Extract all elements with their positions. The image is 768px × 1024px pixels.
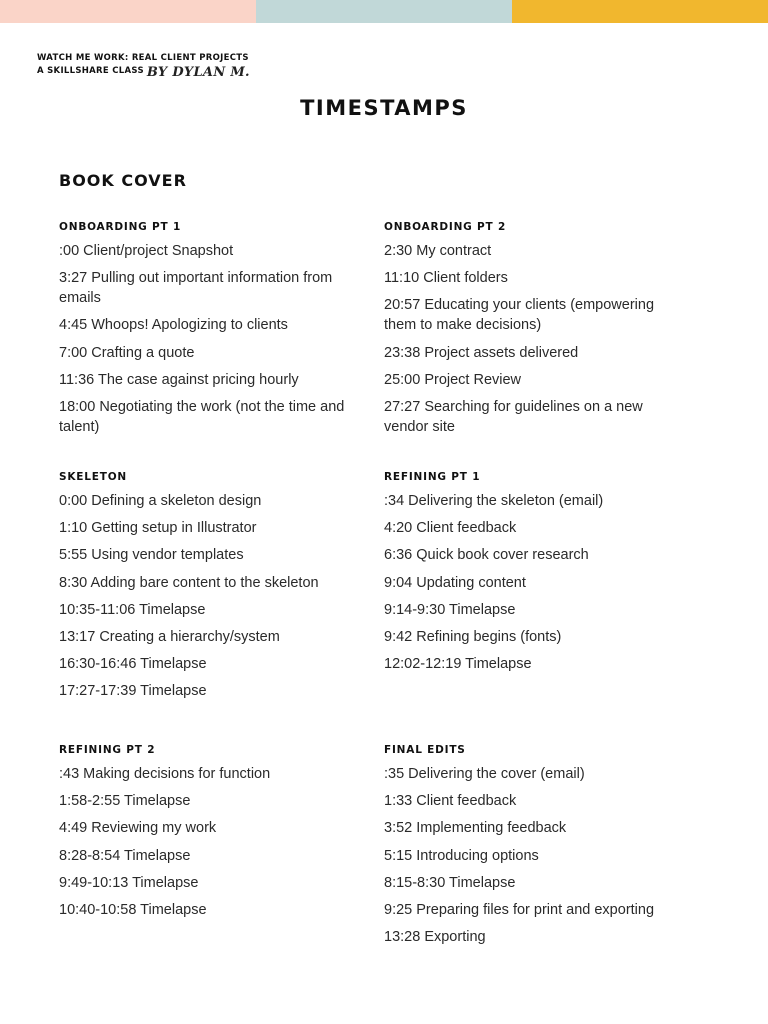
timestamp-item: 10:35-11:06 Timelapse [59, 601, 206, 618]
block-heading: ONBOARDING PT 2 [384, 221, 507, 233]
timestamp-item: 4:49 Reviewing my work [59, 820, 217, 837]
timestamp-item: 8:15-8:30 Timelapse [384, 874, 516, 891]
color-segment-peach [0, 0, 256, 23]
timestamp-item: 7:00 Crafting a quote [59, 344, 195, 361]
timestamp-list [384, 764, 684, 947]
timestamp-item: 13:28 Exporting [384, 929, 486, 946]
timestamp-item: 5:15 Introducing options [384, 847, 539, 864]
timestamp-item: :43 Making decisions for function [59, 766, 271, 782]
timestamp-item: 10:40-10:58 Timelapse [59, 901, 207, 918]
timestamp-item: :34 Delivering the skeleton (email) [384, 493, 604, 509]
timestamp-list [59, 241, 359, 437]
timestamp-item: :35 Delivering the cover (email) [384, 766, 585, 782]
top-color-bar [0, 0, 768, 23]
timestamp-item: 25:00 Project Review [384, 371, 522, 388]
timestamp-item: 18:00 Negotiating the work (not the time and talent) [59, 398, 345, 435]
timestamp-item: 0:00 Defining a skeleton design [59, 493, 262, 509]
timestamp-item: 20:57 Educating your clients (empowering them to make decisions) [384, 297, 655, 334]
timestamp-item: 17:27-17:39 Timelapse [59, 683, 207, 700]
block-skeleton [59, 470, 359, 709]
timestamp-item: 8:30 Adding bare content to the skeleton [59, 574, 319, 591]
timestamp-item: 3:52 Implementing feedback [384, 820, 567, 837]
brand-line-1: WATCH ME WORK: REAL CLIENT PROJECTS [37, 53, 249, 63]
block-heading: REFINING PT 1 [384, 471, 481, 483]
timestamp-item: 11:10 Client folders [384, 270, 508, 287]
brand-header [37, 53, 250, 80]
color-segment-yellow [512, 0, 768, 23]
block-heading: FINAL EDITS [384, 744, 466, 756]
timestamp-item: 16:30-16:46 Timelapse [59, 656, 207, 673]
timestamp-item: 9:42 Refining begins (fonts) [384, 628, 562, 645]
timestamp-list [384, 491, 684, 674]
timestamp-list [384, 241, 684, 437]
brand-line-2-text: A SKILLSHARE CLASS [37, 66, 144, 76]
block-heading: REFINING PT 2 [59, 744, 156, 756]
timestamp-item: 13:17 Creating a hierarchy/system [59, 628, 280, 645]
timestamp-list [59, 491, 359, 701]
timestamp-item: 6:36 Quick book cover research [384, 547, 589, 564]
timestamp-item: 1:58-2:55 Timelapse [59, 793, 191, 810]
timestamp-list [59, 764, 359, 920]
page-title: TIMESTAMPS [300, 96, 468, 120]
signature: BY DYLAN M. [146, 65, 250, 80]
timestamp-item: 2:30 My contract [384, 243, 492, 259]
timestamp-item: 11:36 The case against pricing hourly [59, 371, 299, 388]
timestamp-item: 27:27 Searching for guidelines on a new vendor site [384, 398, 643, 435]
timestamp-item: 9:49-10:13 Timelapse [59, 874, 199, 891]
block-refining-pt2 [59, 743, 359, 927]
timestamp-item: :00 Client/project Snapshot [59, 243, 234, 259]
timestamp-item: 9:25 Preparing files for print and exporting [384, 901, 655, 918]
block-onboarding-pt1 [59, 220, 359, 444]
timestamp-item: 1:33 Client feedback [384, 793, 517, 810]
timestamp-item: 4:45 Whoops! Apologizing to clients [59, 317, 288, 334]
block-onboarding-pt2 [384, 220, 684, 444]
timestamp-item: 12:02-12:19 Timelapse [384, 656, 532, 673]
timestamp-item: 1:10 Getting setup in Illustrator [59, 520, 257, 537]
timestamp-item: 5:55 Using vendor templates [59, 547, 244, 564]
timestamp-item: 8:28-8:54 Timelapse [59, 847, 191, 864]
block-refining-pt1 [384, 470, 684, 681]
brand-line-2 [37, 64, 250, 80]
timestamp-item: 9:14-9:30 Timelapse [384, 601, 516, 618]
timestamp-item: 23:38 Project assets delivered [384, 344, 579, 361]
timestamp-item: 4:20 Client feedback [384, 520, 517, 537]
color-segment-blue [256, 0, 512, 23]
block-final-edits [384, 743, 684, 954]
block-heading: SKELETON [59, 471, 128, 483]
timestamp-item: 3:27 Pulling out important information from emails [59, 270, 333, 307]
block-heading: ONBOARDING PT 1 [59, 221, 182, 233]
timestamp-item: 9:04 Updating content [384, 574, 526, 591]
section-title: BOOK COVER [59, 171, 187, 190]
